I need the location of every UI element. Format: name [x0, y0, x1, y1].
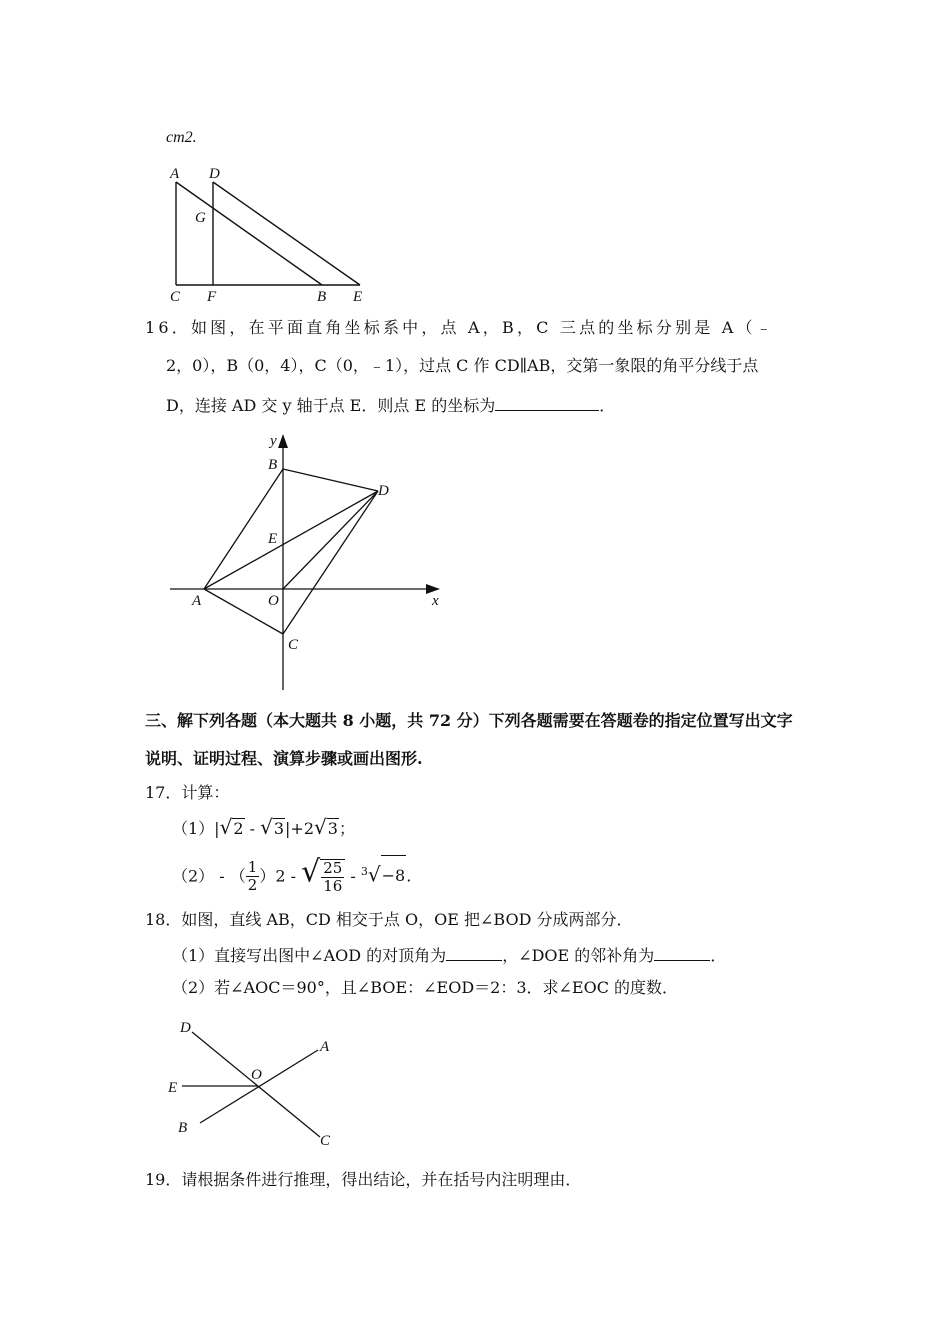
- label-x: x: [432, 593, 439, 609]
- q18-answer-blank-1[interactable]: [446, 944, 502, 961]
- q17-title: 17．计算：: [145, 783, 230, 802]
- q16-line3-end: ．: [599, 396, 616, 415]
- label-b: B: [317, 289, 327, 305]
- q17-p1-radicand2: 3: [273, 819, 285, 838]
- q18-p1-end: ．: [710, 946, 727, 965]
- label-o: O: [251, 1067, 262, 1083]
- label-d: D: [378, 483, 389, 499]
- q17-p2-mid2: -: [345, 866, 361, 886]
- q16-line3: [166, 394, 615, 416]
- y-axis-arrow: [278, 434, 288, 448]
- label-b: B: [178, 1120, 188, 1136]
- label-e: E: [268, 531, 278, 547]
- q17-p2-radicand: −8: [381, 855, 407, 896]
- fraction-one-half: [246, 859, 260, 894]
- q17-p2-mid: ）2 -: [259, 866, 302, 886]
- q19-line1: 19．请根据条件进行推理，得出结论，并在括号内注明理由．: [145, 1170, 582, 1189]
- cbrt-sign: √: [367, 862, 381, 887]
- label-d: D: [209, 166, 220, 182]
- q17-part1: [172, 817, 355, 839]
- label-y: y: [270, 433, 277, 449]
- fraction-numerator: 1: [247, 858, 258, 877]
- q17-part2: [172, 852, 411, 896]
- figure-q18: [160, 1015, 350, 1155]
- cube-root-index: 3: [360, 865, 368, 878]
- line-de: [213, 182, 360, 285]
- q17-p1-end: ；: [338, 819, 355, 838]
- q16-line1: 16．如图，在平面直角坐标系中，点 A，B，C 三点的坐标分别是 A（﹣: [145, 318, 775, 337]
- fraction-denominator: 16: [323, 876, 343, 895]
- line-cd: [283, 491, 378, 634]
- label-a: A: [320, 1039, 330, 1055]
- label-c: C: [320, 1133, 331, 1149]
- line-ab: [204, 469, 283, 589]
- q16-line2: 2，0），B（0，4），C（0，﹣1），过点 C 作 CD∥AB，交第一象限的角平分线于点: [166, 356, 759, 375]
- area-unit-text: cm2.: [166, 129, 197, 146]
- line-od: [283, 491, 378, 589]
- figure-q15: [160, 160, 380, 310]
- q18-answer-blank-2[interactable]: [654, 944, 710, 961]
- q17-p1-mid: |+2: [285, 819, 315, 838]
- label-g: G: [195, 210, 206, 226]
- line-ab: [176, 182, 322, 285]
- q18-p1-a: （1）直接写出图中∠AOD 的对顶角为: [172, 946, 447, 965]
- q17-p1-prefix: （1）|: [172, 819, 220, 838]
- label-f: F: [207, 289, 217, 305]
- q16-line3-text: D，连接 AD 交 y 轴于点 E．则点 E 的坐标为: [166, 396, 496, 415]
- q17-p2-prefix: （2） - （: [172, 866, 246, 886]
- label-e: E: [168, 1080, 178, 1096]
- sqrt-sign: √: [219, 815, 233, 839]
- section3-line2: 说明、证明过程、演算步骤或画出图形.: [145, 749, 423, 768]
- section3-line1: 三、解下列各题（本大题共 8 小题，共 72 分）下列各题需要在答题卷的指定位置写出文字: [145, 711, 793, 730]
- line-ad: [204, 491, 378, 589]
- label-a: A: [170, 166, 180, 182]
- q18-p1-b: ，∠DOE 的邻补角为: [502, 946, 655, 965]
- label-e: E: [353, 289, 363, 305]
- q18-part1: [172, 944, 726, 966]
- label-a: A: [192, 593, 202, 609]
- label-c: C: [288, 637, 299, 653]
- q17-p1-minus: -: [244, 819, 261, 838]
- fraction-denominator: 2: [247, 876, 258, 895]
- label-c: C: [170, 289, 181, 305]
- line-dc: [192, 1032, 320, 1137]
- q17-p1-radicand3: 3: [327, 819, 338, 838]
- label-o: O: [268, 593, 279, 609]
- sqrt-sign: √: [314, 815, 327, 839]
- q18-part2: （2）若∠AOC＝90°，且∠BOE：∠EOD＝2：3．求∠EOC 的度数．: [172, 978, 679, 997]
- sqrt-sign: √: [260, 815, 273, 839]
- label-d: D: [180, 1020, 191, 1036]
- q17-p1-radicand1: 2: [233, 819, 244, 838]
- fraction-numerator: 25: [323, 858, 343, 877]
- q17-p2-end: .: [406, 866, 412, 886]
- line-bd: [283, 469, 378, 491]
- label-b: B: [268, 457, 278, 473]
- q18-line1: 18．如图，直线 AB，CD 相交于点 O，OE 把∠BOD 分成两部分．: [145, 910, 633, 929]
- fraction-25-16: [320, 859, 345, 895]
- q16-answer-blank[interactable]: [495, 394, 599, 411]
- figure-q16: [160, 425, 460, 695]
- sqrt-sign: √: [301, 854, 321, 890]
